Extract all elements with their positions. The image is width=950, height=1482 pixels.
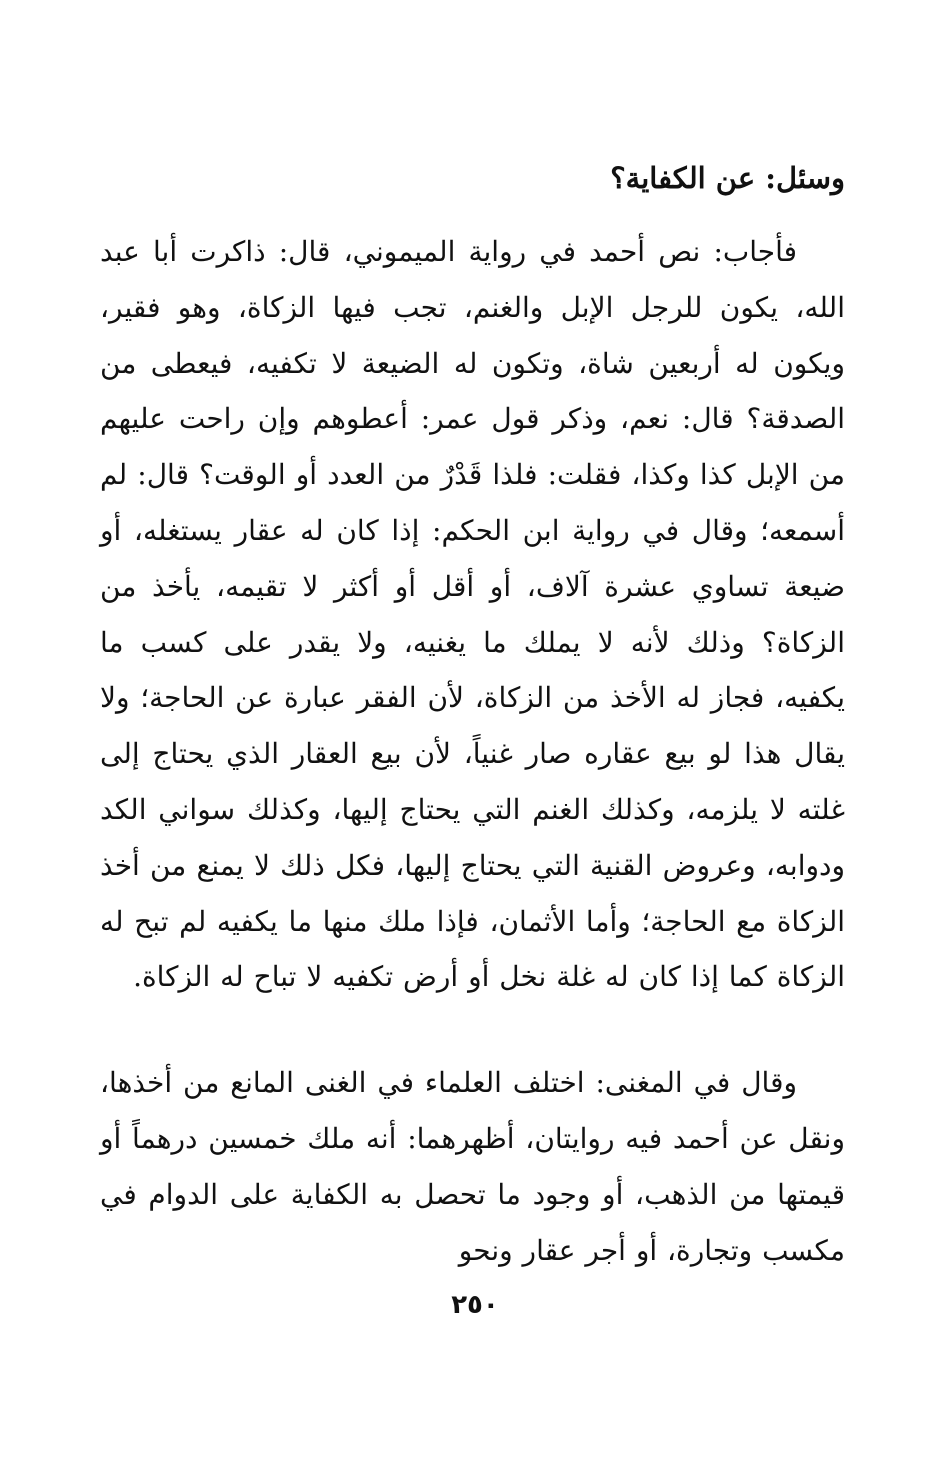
page-number: ٢٥٠ bbox=[451, 1290, 499, 1320]
paragraph-2: وقال في المغنى: اختلف العلماء في الغنى المانع من أخذها، ونقل عن أحمد فيه روايتان، أظهرهما: أنه ملك خمسين درهماً أو قيمتها من الذهب، أو وجود ما تحصل به الكفاية على الدوام في مكسب وتجارة، أو أجر عقار ونحو bbox=[100, 1066, 845, 1267]
paragraph-1: فأجاب: نص أحمد في رواية الميموني، قال: ذاكرت أبا عبد الله، يكون للرجل الإبل والغنم، تجب فيها الزكاة، وهو فقير، ويكون له أربعين شاة، وتكون له الضيعة لا تكفيه، فيعطى من الصدقة؟ قال: نعم، وذكر قول عمر: أعطوهم وإن راحت عليهم من الإبل كذا وكذا، فقلت: فلذا قَدْرٌ من العدد أو الوقت؟ قال: لم أسمعه؛ وقال في رواية ابن الحكم: إذا كان له عقار يستغله، أو ضيعة تساوي عشرة آلاف، أو أقل أو أكثر لا تقيمه، يأخذ من الزكاة؟ وذلك لأنه لا يملك ما يغنيه، ولا يقدر على كسب ما يكفيه، فجاز له الأخذ من الزكاة، لأن الفقر عبارة عن الحاجة؛ ولا يقال هذا لو بيع عقاره صار غنياً، لأن بيع العقار الذي يحتاج إلى غلته لا يلزمه، وكذلك الغنم التي يحتاج إليها، وكذلك سواني الكد ودوابه، وعروض القنية التي يحتاج إليها، فكل ذلك لا يمنع من أخذ الزكاة مع الحاجة؛ وأما الأثمان، فإذا ملك منها ما يكفيه لم تبح له الزكاة كما إذا كان له غلة نخل أو أرض تكفيه لا تباح له الزكاة. bbox=[100, 235, 846, 994]
section-heading: وسئل: عن الكفاية؟ bbox=[610, 161, 845, 195]
page-body bbox=[100, 150, 845, 1278]
